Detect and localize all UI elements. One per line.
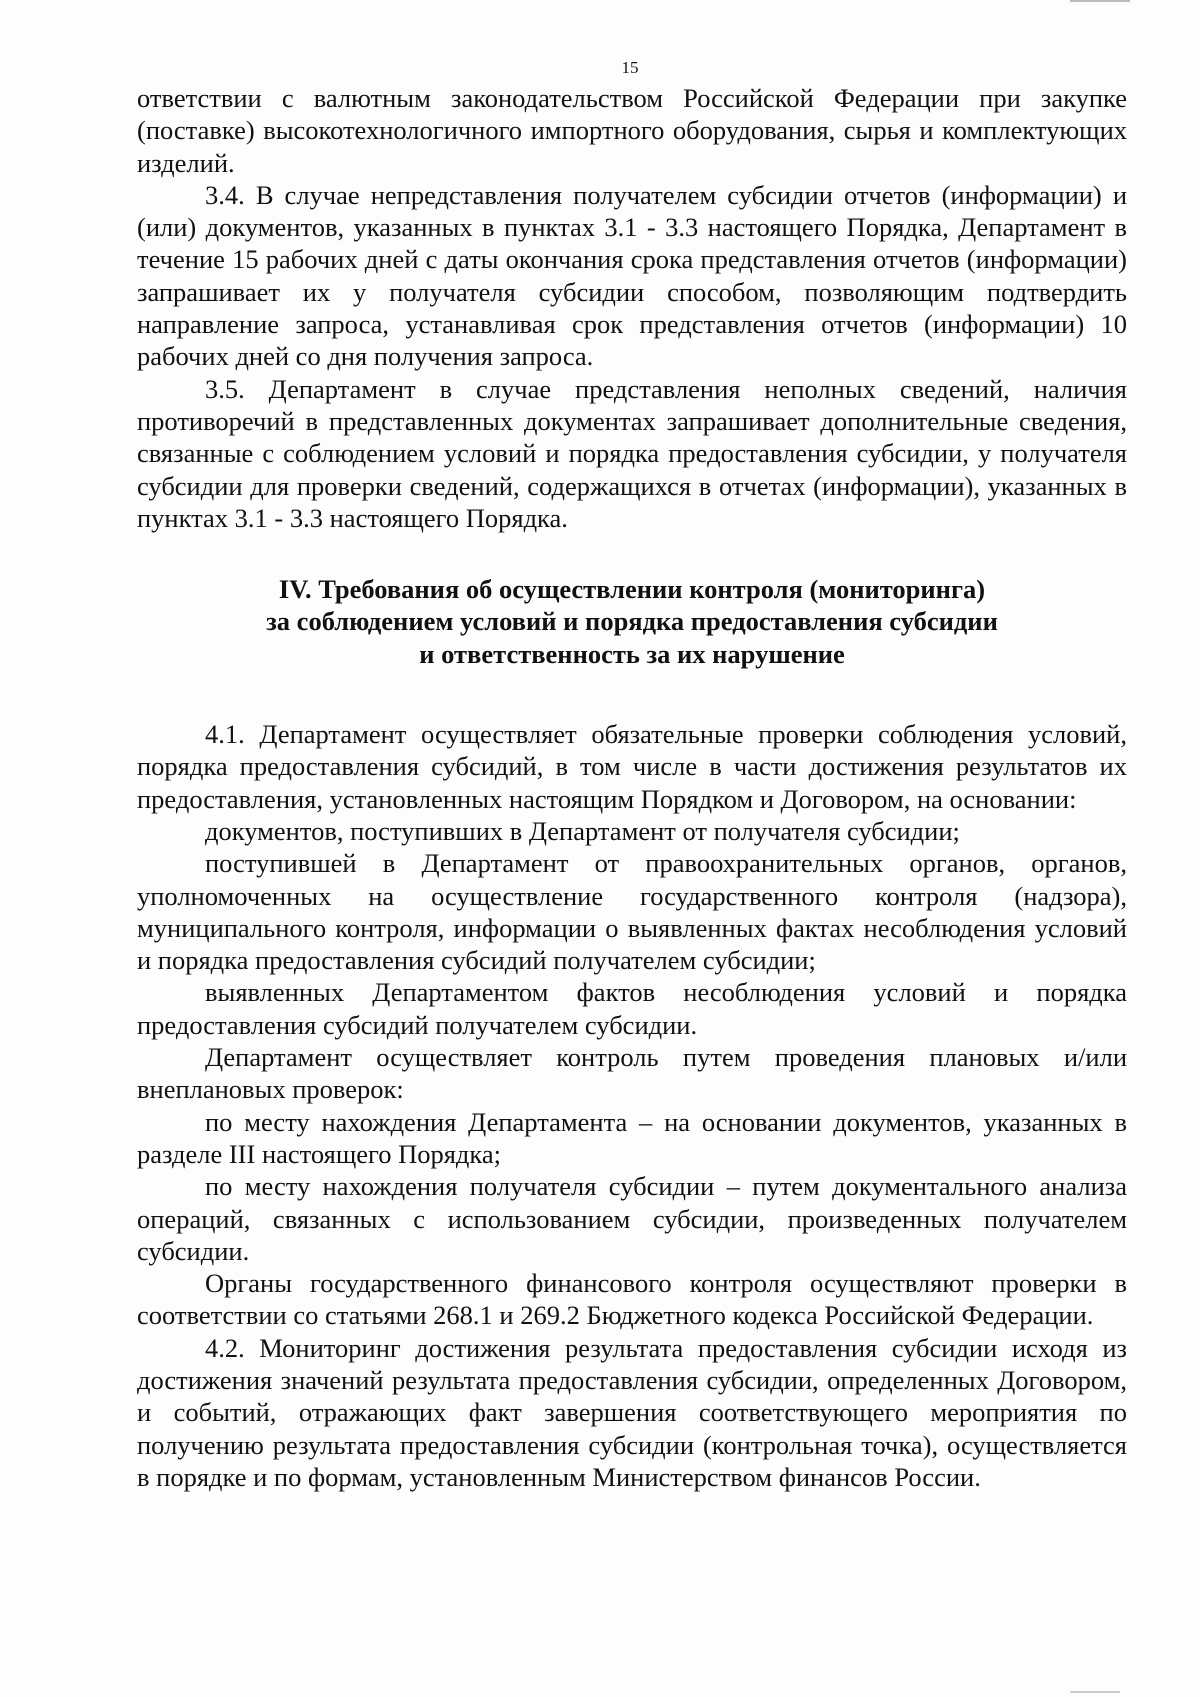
paragraph-control-methods: Департамент осуществляет контроль путем проведения плановых и/или внеплановых проверок: [137, 1042, 1127, 1105]
list-item-department-location: по месту нахождения Департамента – на основании документов, указанных в разделе III настоящего Порядка; [137, 1106, 1127, 1169]
list-item-documents: документов, поступивших в Департамент от получателя субсидии; [205, 815, 960, 846]
list-item-received-info: поступившей в Департамент от правоохранительных органов, органов, уполномоченных на осуществление государственного контроля (надзора), муниципального контроля, информации о выявленных фактах несоблюдения условий и порядка предоставления субсидий получателем субсидии; [137, 848, 1127, 976]
list-item-identified-facts: выявленных Департаментом фактов несоблюдения условий и порядка предоставления субсидий получателем субсидии. [137, 977, 1127, 1040]
section-iv-heading [137, 573, 1127, 670]
list-item-recipient-location: по месту нахождения получателя субсидии – путем документального анализа операций, связанных с использованием субсидии, произведенных получателем субсидии. [137, 1171, 1127, 1266]
scan-mark-top [1070, 0, 1130, 2]
scan-mark-bottom [1070, 1691, 1120, 1693]
continuation-paragraph: ответствии с валютным законодательством Российской Федерации при закупке (поставке) высокотехнологичного импортного оборудования, сырья и комплектующих изделий. [137, 83, 1127, 178]
paragraph-financial-control: Органы государственного финансового контроля осуществляют проверки в соответствии со статьями 268.1 и 269.2 Бюджетного кодекса Российской Федерации. [137, 1268, 1127, 1331]
page-number: 15 [621, 58, 639, 77]
section-heading-line: за соблюдением условий и порядка предоставления субсидии [266, 606, 998, 637]
paragraph-3-4: 3.4. В случае непредставления получателем субсидии отчетов (информации) и (или) документов, указанных в пунктах 3.1 - 3.3 настоящего Порядка, Департамент в течение 15 рабочих дней с даты окончания срока представления отчетов (информации) запрашивает их у получателя субсидии способом, позволяющим подтвердить направление запроса, устанавливая срок представления отчетов (информации) 10 рабочих дней со дня получения запроса. [137, 179, 1127, 372]
document-body [137, 82, 1127, 1493]
section-heading-line: IV. Требования об осуществлении контроля (мониторинга) [278, 574, 986, 605]
paragraph-4-1: 4.1. Департамент осуществляет обязательные проверки соблюдения условий, порядка предоставления субсидий, в том числе в части достижения результатов их предоставления, установленных настоящим Порядком и Договором, на основании: [137, 719, 1127, 814]
section-heading-line: и ответственность за их нарушение [419, 638, 845, 669]
paragraph-4-2: 4.2. Мониторинг достижения результата предоставления субсидии исходя из достижения значений результата предоставления субсидии, определенных Договором, и событий, отражающих факт завершения соответствующего мероприятия по получению результата предоставления субсидии (контрольная точка), осуществляется в порядке и по формам, установленным Министерством финансов России. [137, 1332, 1127, 1492]
paragraph-3-5: 3.5. Департамент в случае представления неполных сведений, наличия противоречий в представленных документах запрашивает дополнительные сведения, связанные с соблюдением условий и порядка предоставления субсидии, у получателя субсидии для проверки сведений, содержащихся в отчетах (информации), указанных в пунктах 3.1 - 3.3 настоящего Порядка. [137, 373, 1127, 533]
